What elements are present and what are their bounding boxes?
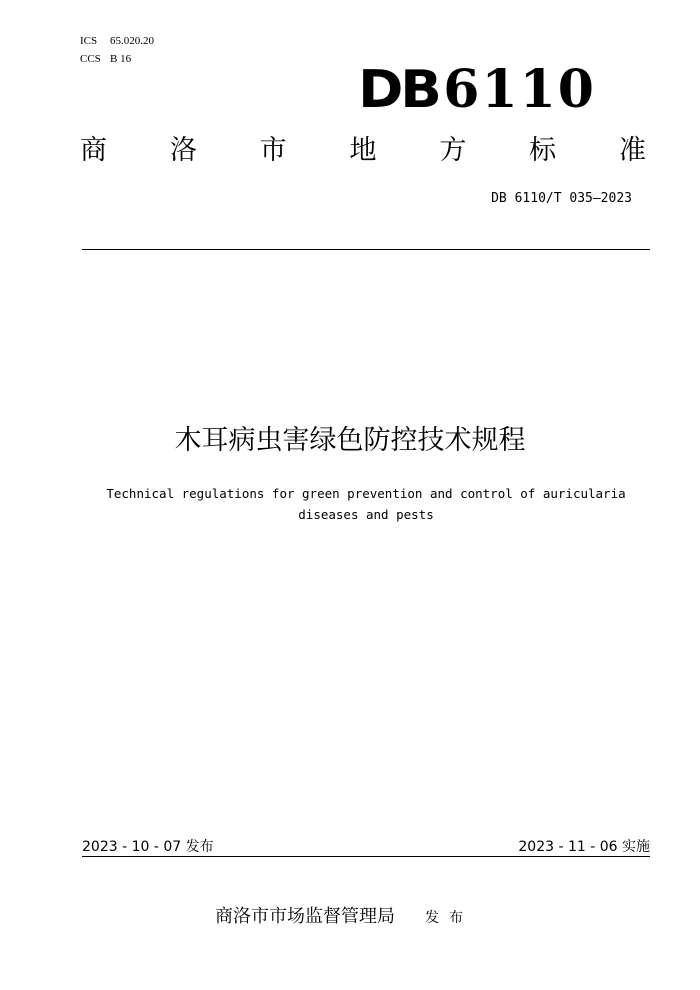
standard-logo xyxy=(358,59,596,120)
logo-prefix: DB xyxy=(358,60,440,120)
ccs-label: CCS xyxy=(80,53,101,65)
standard-type-char: 标 xyxy=(529,135,557,166)
top-divider xyxy=(82,249,650,250)
standard-type-char: 市 xyxy=(259,135,287,166)
issuer-action: 发布 xyxy=(425,910,473,926)
document-title-en-line1: Technical regulations for green prevention and control of auricularia xyxy=(106,486,626,501)
standard-number: DB 6110/T 035—2023 xyxy=(491,191,632,206)
standard-type-char: 地 xyxy=(349,135,377,166)
ccs-value: B 16 xyxy=(110,53,132,65)
standard-type-char: 方 xyxy=(439,135,467,166)
document-title-en-line2: diseases and pests xyxy=(298,507,434,522)
ics-value: 65.020.20 xyxy=(110,35,154,47)
standard-type-heading xyxy=(80,134,646,168)
ccs-classification xyxy=(80,52,131,66)
ics-classification xyxy=(80,34,154,48)
document-title-en xyxy=(82,483,650,525)
ics-label: ICS xyxy=(80,35,98,47)
standard-type-char: 准 xyxy=(618,135,646,166)
issuer-name: 商洛市市场监督管理局 xyxy=(215,906,395,927)
issue-date: 2023 - 10 - 07 发布 xyxy=(82,839,214,855)
issuer-line xyxy=(215,905,473,930)
logo-code: 6110 xyxy=(443,59,596,120)
standard-type-char: 商 xyxy=(80,135,107,166)
standard-type-char: 洛 xyxy=(169,135,197,166)
document-title-zh: 木耳病虫害绿色防控技术规程 xyxy=(174,425,526,456)
bottom-divider xyxy=(82,856,650,857)
implementation-date: 2023 - 11 - 06 实施 xyxy=(518,839,650,855)
